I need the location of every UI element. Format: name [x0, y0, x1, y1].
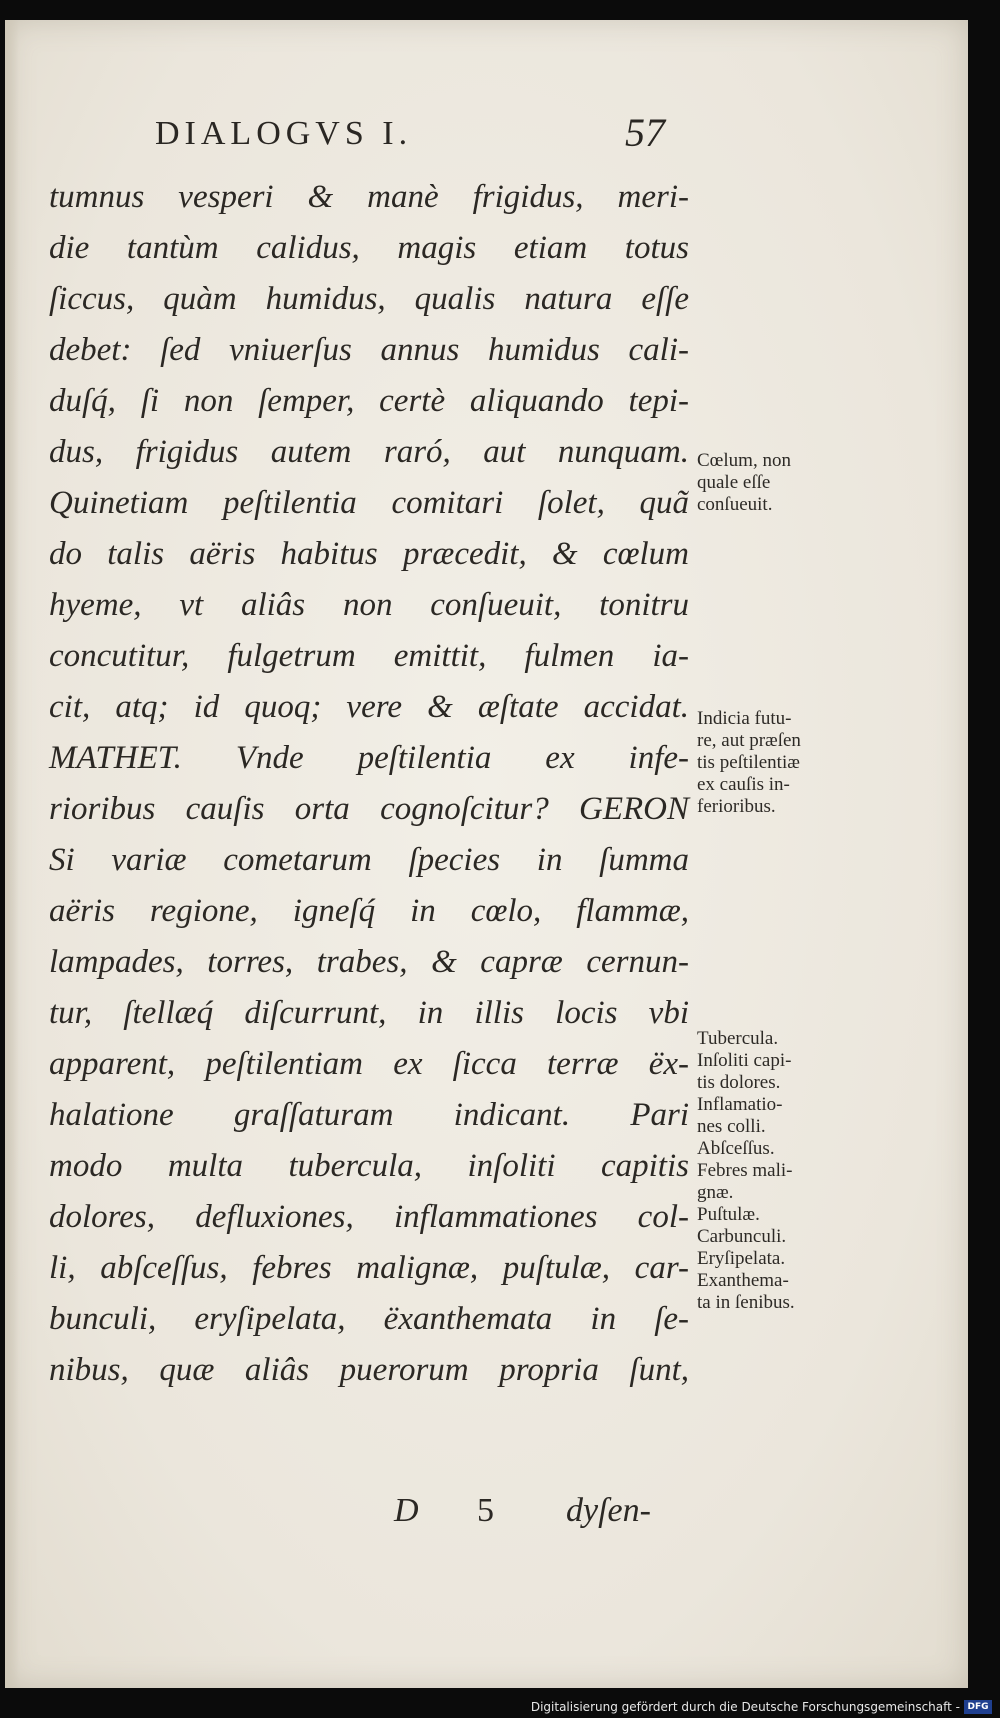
signature-mark: D [394, 1492, 419, 1529]
marginal-line: gnæ. [697, 1182, 734, 1203]
page-header [5, 110, 968, 165]
text-line: MATHET. Vnde peſtilentia ex infe- [49, 740, 689, 776]
text-line: do talis aëris habitus præcedit, & cœlum [49, 536, 689, 572]
leaf-number: 5 [477, 1492, 494, 1529]
marginal-line: tis peſtilentiæ [697, 752, 800, 773]
text-line: apparent, peſtilentiam ex ſicca terræ ëx- [49, 1046, 689, 1082]
text-line: li, abſceſſus, febres malignæ, puſtulæ, car- [49, 1250, 689, 1286]
marginal-line: Inflamatio- [697, 1094, 783, 1115]
marginal-line: re, aut præſen [697, 730, 801, 751]
text-line: hyeme, vt aliâs non conſueuit, tonitru [49, 587, 689, 623]
page-number: 57 [625, 110, 665, 155]
text-line: rioribus cauſis orta cognoſcitur? GERON [49, 791, 689, 827]
footer-credit: Digitalisierung gefördert durch die Deutsche Forschungsgemeinschaft - [530, 1700, 960, 1714]
text-line: die tantùm calidus, magis etiam totus [49, 230, 689, 266]
text-line: nibus, quæ aliâs puerorum propria ſunt, [49, 1352, 689, 1388]
marginal-line: Cœlum, non [697, 450, 791, 471]
marginal-note-symptoms [697, 1028, 872, 1314]
text-line: tumnus vesperi & manè frigidus, meri- [49, 179, 689, 215]
catchline [49, 1492, 689, 1543]
text-line: ſiccus, quàm humidus, qualis natura eſſe [49, 281, 689, 317]
text-line: dolores, defluxiones, inflammationes col- [49, 1199, 689, 1235]
text-line: duſq́, ſi non ſemper, certè aliquando tepi- [49, 383, 689, 419]
marginal-line: Inſoliti capi- [697, 1050, 792, 1071]
dfg-logo-icon: DFG [964, 1700, 992, 1714]
text-line: tur, ſtellæq́ diſcurrunt, in illis locis vbi [49, 995, 689, 1031]
text-line: dus, frigidus autem raró, aut nunquam. [49, 434, 689, 470]
marginal-line: ta in ſenibus. [697, 1292, 795, 1313]
text-line: debet: ſed vniuerſus annus humidus cali- [49, 332, 689, 368]
text-line: Si variæ cometarum ſpecies in ſumma [49, 842, 689, 878]
text-line: concutitur, fulgetrum emittit, fulmen ia- [49, 638, 689, 674]
marginal-line: Tubercula. [697, 1028, 779, 1049]
body-text [49, 172, 689, 1529]
marginal-line: tis dolores. [697, 1072, 781, 1093]
marginal-line: Eryſipelata. [697, 1248, 786, 1269]
text-line: bunculi, eryſipelata, ëxanthemata in ſe- [49, 1301, 689, 1337]
text-line: Quinetiam peſtilentia comitari ſolet, quã [49, 485, 689, 521]
marginal-line: conſueuit. [697, 494, 773, 515]
marginal-line: Indicia futu- [697, 708, 792, 729]
marginal-line: Carbunculi. [697, 1226, 787, 1247]
marginal-line: quale eſſe [697, 472, 771, 493]
marginal-note-sky [697, 450, 872, 516]
marginal-note-signs [697, 708, 872, 818]
marginal-line: Abſceſſus. [697, 1138, 775, 1159]
marginal-line: nes colli. [697, 1116, 766, 1137]
text-line: halatione graſſaturam indicant. Pari [49, 1097, 689, 1133]
text-line: lampades, torres, trabes, & capræ cernun- [49, 944, 689, 980]
book-page [5, 20, 968, 1688]
marginal-line: Puſtulæ. [697, 1204, 760, 1225]
text-line: aëris regione, igneſq́ in cœlo, flammæ, [49, 893, 689, 929]
digitization-footer [0, 1696, 1000, 1718]
marginal-line: ferioribus. [697, 796, 776, 817]
marginal-line: Febres mali- [697, 1160, 793, 1181]
page-spine-shadow [5, 20, 19, 1688]
catchword: dyſen- [566, 1492, 651, 1529]
marginal-line: Exanthema- [697, 1270, 789, 1291]
text-line: modo multa tubercula, inſoliti capitis [49, 1148, 689, 1184]
running-title: DIALOGVS I. [155, 115, 413, 152]
marginal-line: ex cauſis in- [697, 774, 790, 795]
text-line: cit, atq; id quoq; vere & æſtate accidat. [49, 689, 689, 725]
